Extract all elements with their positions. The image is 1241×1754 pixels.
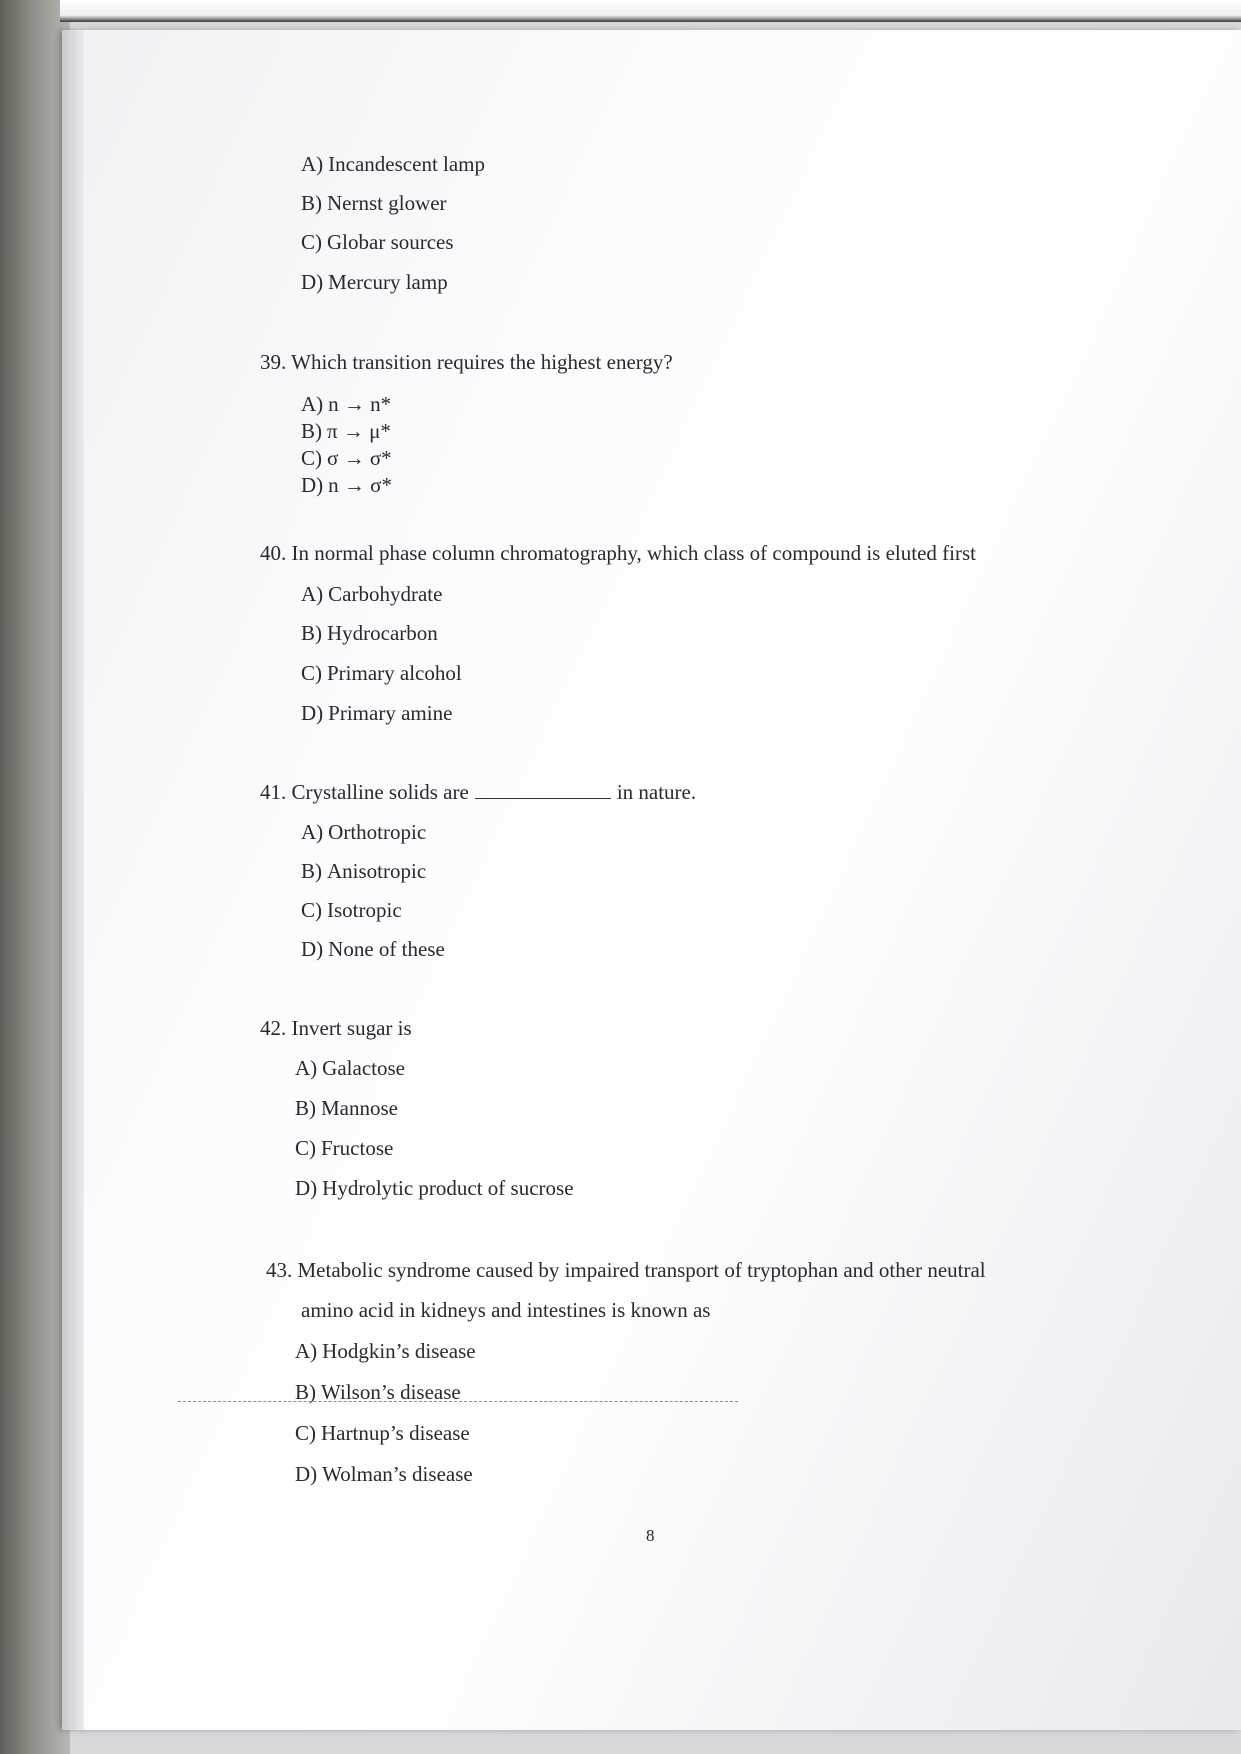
q43-option-a: A) Hodgkin’s disease bbox=[295, 1339, 476, 1363]
q42-option-a: A) Galactose bbox=[295, 1056, 405, 1080]
q39-option-b: B) π → μ* bbox=[301, 419, 391, 443]
scanner-background-left bbox=[0, 0, 70, 1754]
q40-option-a: A) Carbohydrate bbox=[301, 582, 443, 606]
q40-option-c: C) Primary alcohol bbox=[301, 661, 462, 685]
q39-stem: 39. Which transition requires the highest energy? bbox=[260, 350, 673, 374]
q43-option-d: D) Wolman’s disease bbox=[295, 1462, 473, 1486]
q39-option-d: D) n → σ* bbox=[301, 473, 392, 497]
q41-stem: 41. Crystalline solids are in nature. bbox=[260, 780, 697, 804]
page-number: 8 bbox=[646, 1526, 655, 1545]
q38-option-a: A) Incandescent lamp bbox=[301, 152, 486, 176]
q41-option-b: B) Anisotropic bbox=[301, 859, 427, 883]
q42-stem: 42. Invert sugar is bbox=[260, 1016, 412, 1040]
q39-option-a: A) n → n* bbox=[301, 392, 392, 416]
q41-option-c: C) Isotropic bbox=[301, 898, 402, 922]
q38-option-b: B) Nernst glower bbox=[301, 191, 447, 215]
q42-option-c: C) Fructose bbox=[295, 1136, 394, 1160]
scan-artifact-line bbox=[178, 1401, 738, 1402]
q38-option-d: D) Mercury lamp bbox=[301, 270, 448, 294]
scanner-background-top bbox=[60, 0, 1241, 22]
q43-option-b: B) Wilson’s disease bbox=[295, 1380, 461, 1404]
q40-stem: 40. In normal phase column chromatography, which class of compound is eluted first bbox=[260, 541, 976, 565]
page-binding-edge bbox=[62, 30, 84, 1730]
q40-option-d: D) Primary amine bbox=[301, 701, 453, 725]
q41-option-a: A) Orthotropic bbox=[301, 820, 427, 844]
q42-option-b: B) Mannose bbox=[295, 1096, 398, 1120]
q43-stem-line1: 43. Metabolic syndrome caused by impaired transport of tryptophan and other neutral bbox=[266, 1258, 986, 1282]
exam-page bbox=[62, 30, 1241, 1730]
q40-option-b: B) Hydrocarbon bbox=[301, 621, 438, 645]
q42-option-d: D) Hydrolytic product of sucrose bbox=[295, 1176, 574, 1200]
q41-option-d: D) None of these bbox=[301, 937, 445, 961]
q43-option-c: C) Hartnup’s disease bbox=[295, 1421, 470, 1445]
q41-fill-blank bbox=[475, 780, 611, 799]
q43-stem-line2: amino acid in kidneys and intestines is known as bbox=[301, 1298, 711, 1322]
q38-option-c: C) Globar sources bbox=[301, 230, 454, 254]
q39-option-c: C) σ → σ* bbox=[301, 446, 392, 470]
